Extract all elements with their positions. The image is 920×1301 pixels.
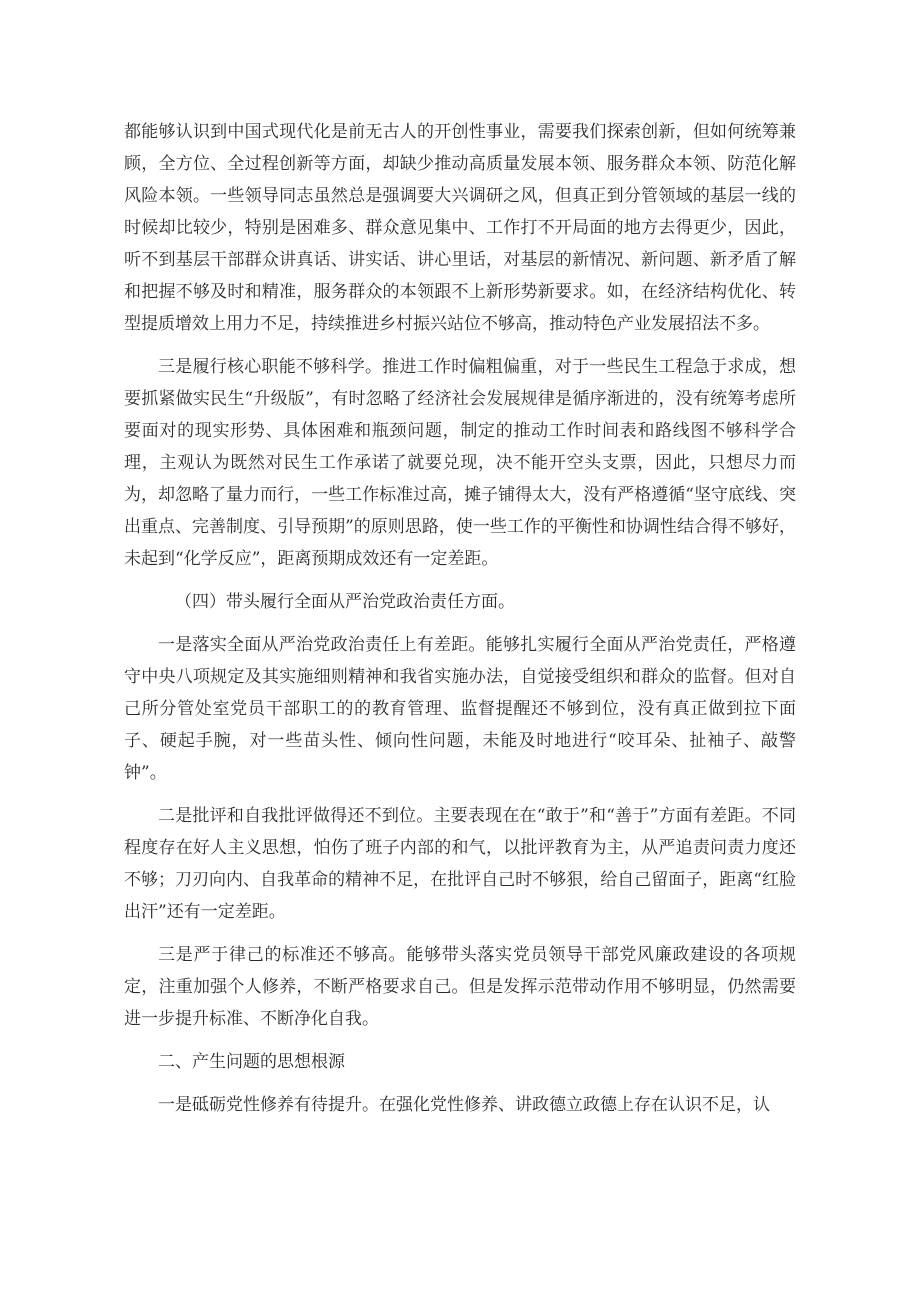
paragraph-self-discipline: 三是严于律己的标准还不够高。能够带头落实党员领导干部党风廉政建设的各项规定，注重加强个人修养，不断严格要求自己。但是发挥示范带动作用不够明显，仍然需要进一步提升标准、不断净化自我。 <box>124 945 796 1029</box>
paragraph-core-function: 三是履行核心职能不够科学。推进工作时偏粗偏重，对于一些民生工程急于求成，想要抓紧做实民生“升级版”，有时忽略了经济社会发展规律是循序渐进的，没有统筹考虑所要面对的现实形势、具体困难和瓶颈问题，制定的推动工作时间表和路线图不够科学合理，主观认为既然对民生工作承诺了就要兑现，决不能开空头支票，因此，只想尽力而为，却忽略了量力而行，一些工作标准过高，摊子铺得太大，没有严格遵循“坚守底线、突出重点、完善制度、引导预期”的原则思路，使一些工作的平衡性和协调性结合得不够好，未起到“化学反应”，距离预期成效还有一定差距。 <box>124 357 796 569</box>
paragraph-responsibility: 一是落实全面从严治党政治责任上有差距。能够扎实履行全面从严治党责任，严格遵守中央八项规定及其实施细则精神和我省实施办法，自觉接受组织和群众的监督。但对自己所分管处室党员干部职工的的教育管理、监督提醒还不够到位，没有真正做到拉下面子、硬起手腕，对一些苗头性、倾向性问题，未能及时地进行“咬耳朵、扯袖子、敲警钟”。 <box>124 635 796 783</box>
paragraph-criticism: 二是批评和自我批评做得还不到位。主要表现在在“敢于”和“善于”方面有差距。不同程度存在好人主义思想，怕伤了班子内部的和气，以批评教育为主，从严追责问责力度还不够；刀刃向内、自我革命的精神不足，在批评自己时不够狠，给自己留面子，距离“红脸出汗”还有一定差距。 <box>124 806 796 922</box>
section-heading-4: （四）带头履行全面从严治党政治责任方面。 <box>175 592 515 612</box>
document-page <box>124 116 796 1132</box>
paragraph-continuation: 都能够认识到中国式现代化是前无古人的开创性事业，需要我们探索创新，但如何统筹兼顾，全方位、全过程创新等方面，却缺少推动高质量发展本领、服务群众本领、防范化解风险本领。一些领导同志虽然总是强调要大兴调研之风，但真正到分管领域的基层一线的时候却比较少，特别是困难多、群众意见集中、工作打不开局面的地方去得更少，因此，听不到基层干部群众讲真话、讲实话、讲心里话，对基层的新情况、新问题、新矛盾了解和把握不够及时和精准，服务群众的本领跟不上新形势新要求。如，在经济结构优化、转型提质增效上用力不足，持续推进乡村振兴站位不够高，推动特色产业发展招法不多。 <box>124 122 796 334</box>
section-heading-2: 二、产生问题的思想根源 <box>158 1052 345 1072</box>
paragraph-party-spirit: 一是砥砺党性修养有待提升。在强化党性修养、讲政德立政德上存在认识不足，认 <box>158 1095 770 1115</box>
